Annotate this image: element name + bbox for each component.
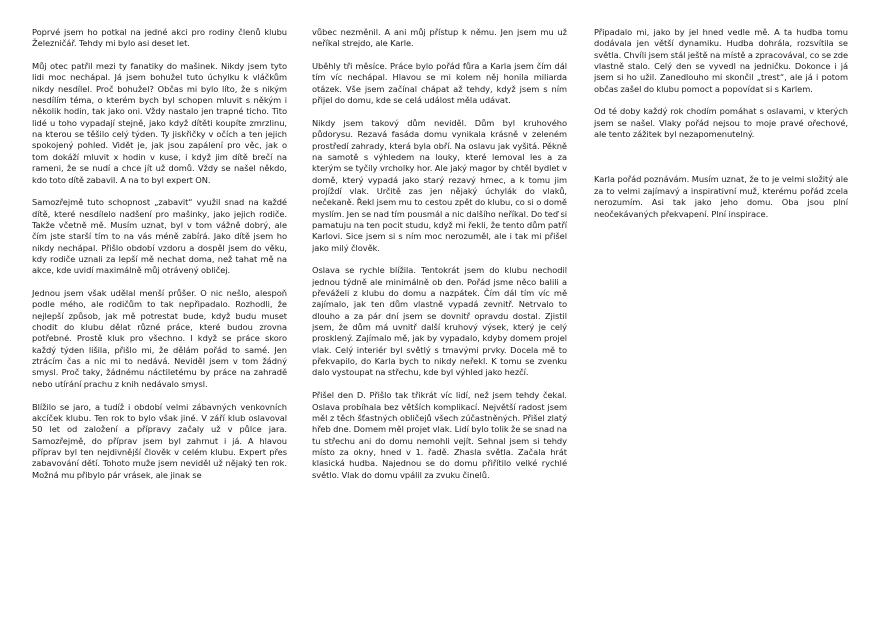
paragraph: Oslava se rychle blížila. Tentokrát jsem do klubu nechodil jednou týdně ale minimálně ob den. Pořád jsme něco balili a převáželi z klubu do domu a nazpátek. Čím dál tím víc mě zajímalo, jak ten dům vlastně vypadá zevnitř. Netrvalo to dlouho a za pár dní jsem se dovnitř opravdu dostal. Zjistil jsem, že dům má uvnitř další kruhový výsek, který je celý prosklený. Zajímalo mě, jak by vypadalo, kdyby domem projel vlak. Celý interiér byl světlý s tmavými prvky. Docela mě to překvapilo, do Karla bych to nikdy neřekl. K tomu se zvenku dalo vystoupat na střechu, kde byl výhled jako hezčí. bbox=[312, 265, 567, 378]
paragraph: Nikdy jsem takový dům neviděl. Dům byl kruhového půdorysu. Rezavá fasáda domu vynikala krásně v zeleném prostředí zahrady, která byla obří. Na oslavu jak vyšitá. Pěkně na samotě s výhledem na louky, které lemoval les a za kterým se tyčily vrcholky hor. Ale jaký magor by chtěl bydlet v domě, který vypadá jako starý rezavý hrnec, a k tomu jim projíždí vlak. Určitě zas jen nějaký úchylák do vlaků, nečekaně. Řekl jsem mu to cestou zpět do klubu, co si o domě myslím. Jen se nad tím pousmál a nic dalšího neříkal. Do teď si pamatuju na ten pocit studu, když mi řekli, že tento dům patří Karlovi. Sice jsem si s ním moc nerozuměl, ale i tak mi přišel jako milý člověk. bbox=[312, 117, 567, 253]
paragraph: Od té doby každý rok chodím pomáhat s oslavami, v kterých jsem se našel. Vlaky pořád nejsou to moje pravé ořechové, ale tento zážitek byl nezapomenutelný. bbox=[594, 106, 848, 140]
paragraph: Přišel den D. Přišlo tak třikrát víc lidí, než jsem tehdy čekal. Oslava probíhala bez větších komplikací. Největší radost jsem měl z těch šťastných obličejů všech zúčastněných. Přišel zlatý hřeb dne. Domem měl projet vlak. Lidí bylo tolik že se snad na tu střechu ani do domu nemohli vejít. Sehnal jsem si tehdy místo za okny, hned v 1. řadě. Zhasla světla. Začala hrát klasická hudba. Najednou se do domu přiřítilo velké rychlé světlo. Vlak do domu vpálil za zvuku činelů. bbox=[312, 390, 567, 480]
paragraph: Můj otec patřil mezi ty fanatiky do mašinek. Nikdy jsem tyto lidi moc nechápal. Já jsem bohužel tuto úchylku k vláčkům nikdy nesdílel. Proč bohužel? Občas mi bylo líto, že s nikým nesdílím téma, o kterém bych byl schopen mluvit s někým i několik hodin, tak jako oni. Vždy nastalo jen trapné ticho. Tito lidé u toho vypadají stejně, jako když dítěti koupíte zmrzlinu, na kterou se těšilo celý týden. Ty jiskřičky v očích a ten jejich spokojený pohled. Vidět je, jak jsou zapálení pro věc, jak o tom dokáží mluvit x hodin v kuse, i když jim dítě brečí na rameni, že se nudí a chce jít už domů. Vždy se našel někdo, kdo toto dítě zabavil. A na to byl expert ON. bbox=[32, 61, 287, 185]
text-column-2 bbox=[312, 27, 567, 481]
paragraph: vůbec nezměnil. A ani můj přístup k němu. Jen jsem mu už neříkal strejdo, ale Karle. bbox=[312, 27, 567, 49]
paragraph: Poprvé jsem ho potkal na jedné akci pro rodiny členů klubu Železničář. Tehdy mi bylo asi deset let. bbox=[32, 27, 287, 49]
paragraph: Samozřejmě tuto schopnost „zabavit“ využil snad na každé dítě, které nesdílelo nadšení pro mašinky, jako jejich rodiče. Takže včetně mě. Musím uznat, byl v tom vážně dobrý, ale čím jste starší tím to na vás méně zabírá. Jako dítě jsem ho nikdy nechápal. Přišlo období vzdoru a dospěl jsem do věku, kdy rodiče uznali za lepší mě nechat doma, než tahat mě na akce, kde uvidí maximálně můj otrávený obličej. bbox=[32, 197, 287, 276]
text-column-1 bbox=[32, 27, 287, 481]
text-column-3 bbox=[594, 27, 848, 220]
paragraph: Karla pořád poznávám. Musím uznat, že to je velmi složitý ale za to velmi zajímavý a inspirativní muž, kterému pořád zcela nerozumím. Asi tak jako jeho domu. Oba jsou plní neočekávaných překvapení. Plní inspirace. bbox=[594, 174, 848, 219]
paragraph: Jednou jsem však udělal menší průšer. O nic nešlo, alespoň podle mého, ale rodičům to tak nepřipadalo. Rozhodli, že nejlepší způsob, jak mě potrestat bude, když budu muset chodit do klubu dělat různé práce, které budou zrovna potřebné. Prostě kluk pro všechno. I když se práce skoro každý týden lišila, přišlo mi, že dělám pořád to samé. Jen ztrácím čas a nic mi to nedává. Neviděl jsem v tom žádný smysl. Proč taky, žádnému náctiletému by práce na zahradě nebo utírání prachu z knih nedávalo smysl. bbox=[32, 288, 287, 389]
paragraph: Uběhly tři měsíce. Práce bylo pořád fůra a Karla jsem čím dál tím víc nechápal. Hlavou se mi kolem něj honila miliarda otázek. Vše jsem začínal chápat až tehdy, když jsem s ním přijel do domu, kde se celá událost měla udávat. bbox=[312, 61, 567, 106]
paragraph: Připadalo mi, jako by jel hned vedle mě. A ta hudba tomu dodávala jen větší dynamiku. Hudba dohrála, rozsvítila se světla. Chvíli jsem stál ještě na místě a zpracovával, co se zde vlastně stalo. Celý den se vyvedl na jedničku. Dokonce i já jsem si ho užil. Zanedlouho mi skončil „trest“, ale já i potom občas zašel do klubu pomoct a popovídat si s Karlem. bbox=[594, 27, 848, 94]
paragraph: Blížilo se jaro, a tudíž i období velmi zábavných venkovních akcíček klubu. Ten rok to bylo však jiné. V září klub oslavoval 50 let od založení a přípravy začaly už v půlce jara. Samozřejmě, do příprav jsem byl zahrnut i já. A hlavou příprav byl ten nejdivnější člověk v celém klubu. Expert přes zabavování dětí. Tohoto muže jsem neviděl už nějaký ten rok. Možná mu přibylo pár vrásek, ale jinak se bbox=[32, 401, 287, 480]
